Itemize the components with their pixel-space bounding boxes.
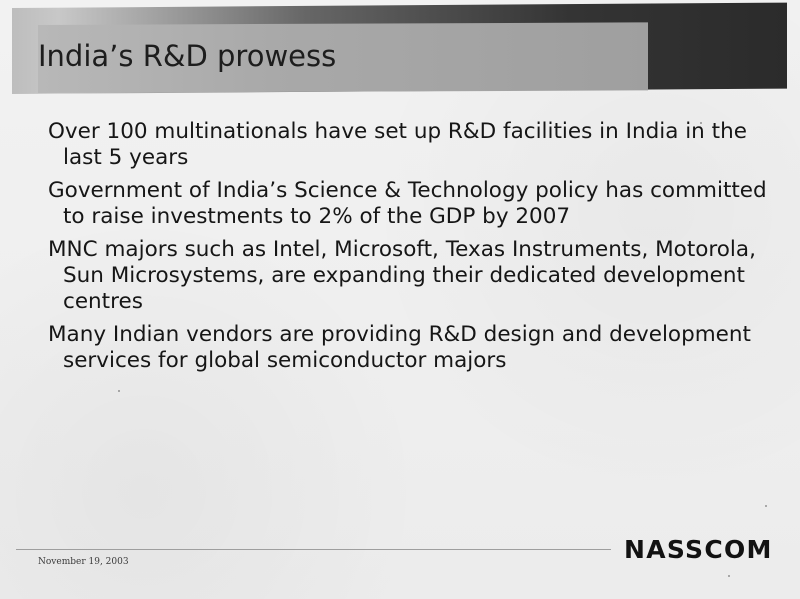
bullet-list xyxy=(48,119,768,381)
scan-speck xyxy=(700,122,702,124)
scan-speck xyxy=(765,505,767,507)
bullet-item: Many Indian vendors are providing R&D design and development services for global semiconductor majors xyxy=(48,322,751,373)
bullet-item: Over 100 multinationals have set up R&D facilities in India in the last 5 years xyxy=(48,119,747,170)
footer-divider xyxy=(16,549,611,550)
bullet-item: MNC majors such as Intel, Microsoft, Texas Instruments, Motorola, Sun Microsystems, are expanding their dedicated development centres xyxy=(48,237,756,314)
slide-title: India’s R&D prowess xyxy=(38,39,337,73)
nasscom-logo: NASSCOM xyxy=(624,535,773,564)
scan-speck xyxy=(118,390,120,392)
slide-date: November 19, 2003 xyxy=(38,557,129,567)
scan-speck xyxy=(728,575,730,577)
bullet-item: Government of India’s Science & Technology policy has committed to raise investments to 2% of the GDP by 2007 xyxy=(48,178,767,229)
